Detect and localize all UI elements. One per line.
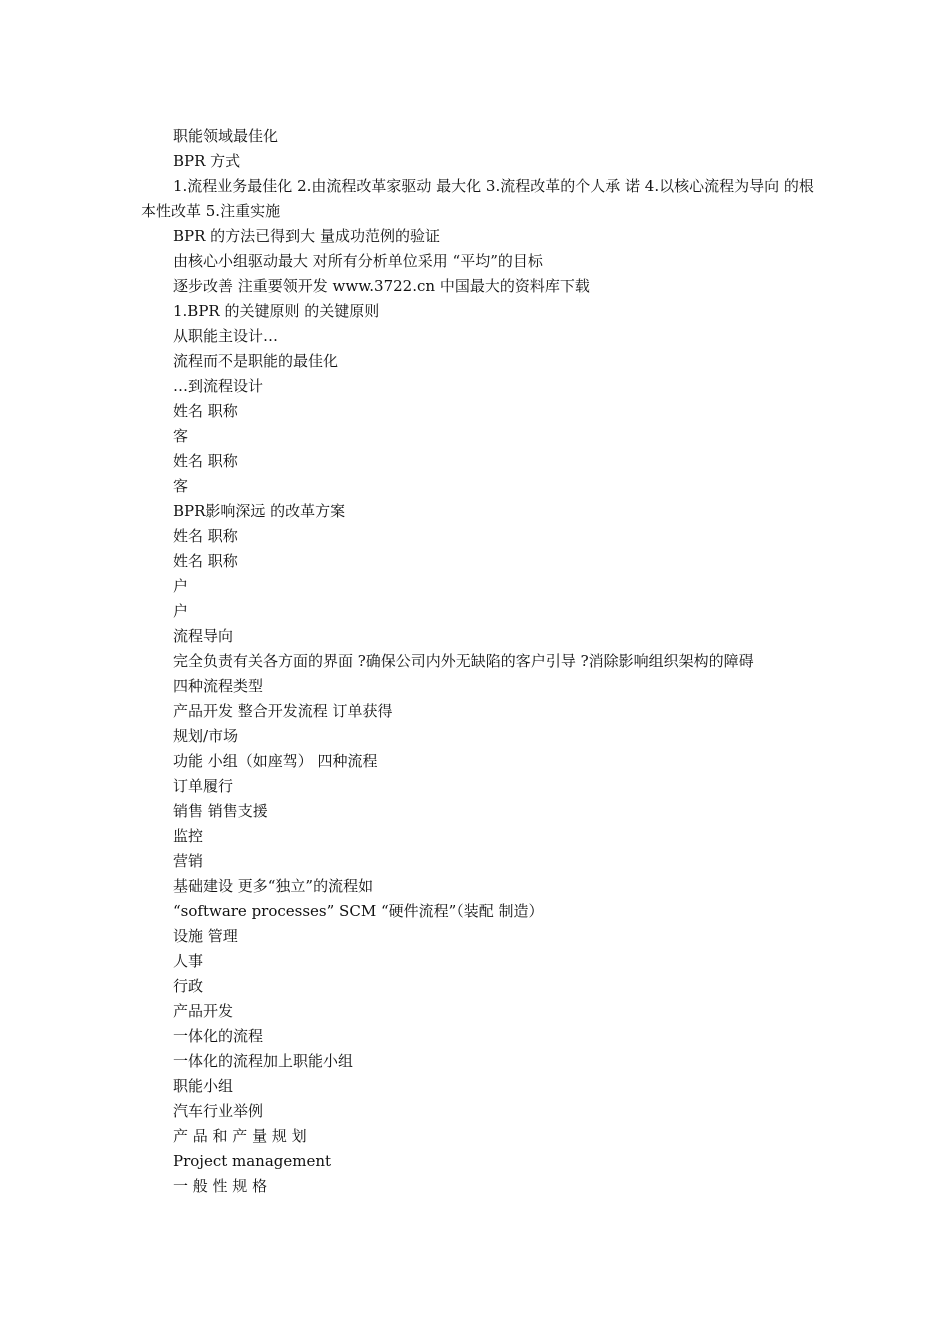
paragraph: 设施 管理	[173, 927, 238, 945]
paragraph: 客	[173, 427, 189, 445]
paragraph: 逐步改善 注重要领开发 www.3722.cn 中国最大的资料库下载	[173, 277, 590, 295]
paragraph: 户	[173, 602, 189, 620]
paragraph: 由核心小组驱动最大 对所有分析单位采用 “平均”的目标	[173, 252, 543, 270]
paragraph: 营销	[173, 852, 204, 870]
paragraph: 订单履行	[173, 777, 234, 795]
paragraph: 一 般 性 规 格	[173, 1177, 268, 1195]
paragraph: 人事	[173, 952, 204, 970]
paragraph: 客	[173, 477, 189, 495]
document-body	[141, 124, 821, 1199]
paragraph: 四种流程类型	[173, 677, 264, 695]
paragraph: 基础建设 更多“独立”的流程如	[173, 877, 374, 895]
paragraph: 产 品 和 产 量 规 划	[173, 1127, 307, 1145]
paragraph: 户	[173, 577, 189, 595]
paragraph: 1.流程业务最佳化 2.由流程改革家驱动 最大化 3.流程改革的个人承 诺 4.以核心流程为导向 的根本性改革 5.注重实施	[141, 177, 814, 220]
paragraph: 监控	[173, 827, 204, 845]
paragraph: 产品开发 整合开发流程 订单获得	[173, 702, 393, 720]
paragraph: 汽车行业举例	[173, 1102, 264, 1120]
paragraph: 完全负责有关各方面的界面 ?确保公司内外无缺陷的客户引导 ?消除影响组织架构的障碍	[173, 652, 754, 670]
paragraph: Project management	[173, 1152, 332, 1170]
paragraph: BPR 的方法已得到大 量成功范例的验证	[173, 227, 440, 245]
paragraph: BPR 方式	[173, 152, 241, 170]
paragraph: 姓名 职称	[173, 527, 238, 545]
paragraph: 姓名 职称	[173, 552, 238, 570]
paragraph: 姓名 职称	[173, 402, 238, 420]
paragraph: 1.BPR 的关键原则 的关键原则	[173, 302, 380, 320]
paragraph: 姓名 职称	[173, 452, 238, 470]
paragraph: 行政	[173, 977, 204, 995]
paragraph: 规划/市场	[173, 727, 239, 745]
paragraph: 流程导向	[173, 627, 234, 645]
paragraph: 功能 小组（如座驾） 四种流程	[173, 752, 378, 770]
paragraph: 从职能主设计…	[173, 327, 279, 345]
paragraph: “software processes” SCM “硬件流程”（装配 制造）	[173, 902, 544, 920]
paragraph: 流程而不是职能的最佳化	[173, 352, 339, 370]
paragraph: 销售 销售支援	[173, 802, 268, 820]
paragraph: 产品开发	[173, 1002, 234, 1020]
paragraph: BPR影响深远 的改革方案	[173, 502, 346, 520]
paragraph: 职能小组	[173, 1077, 234, 1095]
paragraph: 职能领域最佳化	[173, 127, 279, 145]
paragraph: 一体化的流程加上职能小组	[173, 1052, 354, 1070]
paragraph: …到流程设计	[173, 377, 264, 395]
paragraph: 一体化的流程	[173, 1027, 264, 1045]
